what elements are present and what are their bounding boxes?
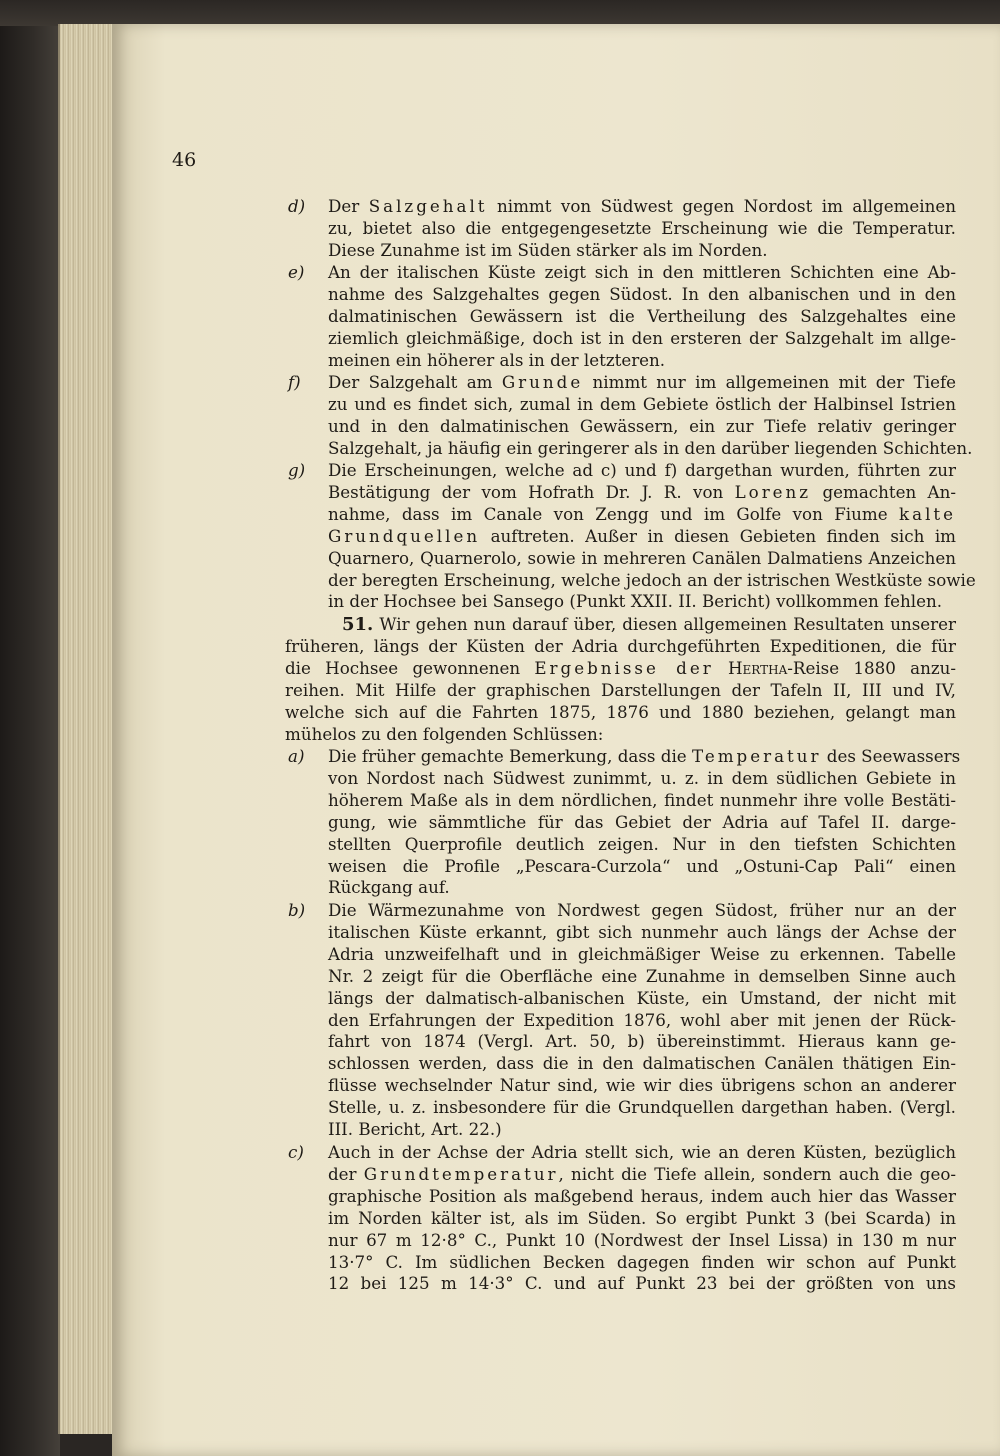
text-line: nahme des Salzgehaltes gegen Südost. In den albanischen und in den	[328, 283, 956, 304]
text-line: italischen Küste erkannt, gibt sich nunmehr auch längs der Achse der	[328, 921, 956, 942]
item-marker: c)	[288, 1142, 304, 1162]
item-e	[170, 262, 956, 372]
text-line: von Nordost nach Südwest zunimmt, u. z. in dem südlichen Gebiete in	[328, 767, 956, 788]
text-line: schlossen werden, dass die in den dalmatischen Canälen thätigen Ein-	[328, 1053, 956, 1074]
text-line: Der Salzgehalt nimmt von Südwest gegen Nordost im allgemeinen	[328, 196, 956, 216]
text-line: 51. Wir gehen nun darauf über, diesen allgemeinen Resultaten unserer	[342, 614, 956, 635]
text-line: nahme, dass im Canale von Zengg und im Golfe von Fiume kalte	[328, 503, 956, 524]
text-line: flüsse wechselnder Natur sind, wie wir dies übrigens schon an anderer	[328, 1075, 956, 1096]
text-line: in der Hochsee bei Sansego (Punkt XXII. II. Bericht) vollkommen fehlen.	[328, 591, 943, 612]
text-line: fahrt von 1874 (Vergl. Art. 50, b) übereinstimmt. Hieraus kann ge-	[328, 1031, 956, 1052]
item-d	[170, 196, 956, 262]
item-b	[170, 900, 956, 1141]
text-line: die Hochsee gewonnenen Ergebnisse der Hertha-Reise 1880 anzu-	[285, 657, 957, 678]
text-line: reihen. Mit Hilfe der graphischen Darstellungen der Tafeln II, III und IV,	[285, 679, 956, 700]
text-line: meinen ein höherer als in der letzteren.	[328, 349, 666, 370]
item-g	[170, 460, 976, 613]
text-line: graphische Position als maßgebend heraus, indem auch hier das Wasser	[328, 1185, 956, 1206]
text-line: den Erfahrungen der Expedition 1876, wohl aber mit jenen der Rück-	[328, 1009, 956, 1030]
item-marker: d)	[288, 196, 306, 216]
text-line: zu und es findet sich, zumal in dem Gebiete östlich der Halbinsel Istrien	[328, 393, 956, 414]
text-line: 12 bei 125 m 14·3° C. und auf Punkt 23 bei der größten von uns	[328, 1273, 956, 1294]
item-marker: a)	[288, 746, 305, 766]
paragraph-51	[170, 614, 956, 745]
text-line: zu, bietet also die entgegengesetzte Erscheinung wie die Temperatur.	[328, 217, 956, 238]
text-line: Nr. 2 zeigt für die Oberfläche eine Zunahme in demselben Sinne auch	[328, 965, 956, 986]
item-marker: f)	[288, 372, 301, 392]
item-a	[170, 746, 961, 899]
text-line: welche sich auf die Fahrten 1875, 1876 und 1880 beziehen, gelangt man	[285, 701, 956, 722]
item-marker: g)	[288, 460, 306, 480]
text-line: höherem Maße als in dem nördlichen, findet nunmehr ihre volle Bestäti-	[328, 789, 956, 810]
text-line: Adria unzweifelhaft und in gleichmäßiger Weise zu erkennen. Tabelle	[328, 943, 956, 964]
text-line: Auch in der Achse der Adria stellt sich, wie an deren Küsten, bezüglich	[328, 1142, 956, 1162]
text-line: stellten Querprofile deutlich zeigen. Nur in den tiefsten Schichten	[328, 833, 956, 854]
book-cover-top	[0, 0, 1000, 26]
text-line: 13·7° C. Im südlichen Becken dagegen finden wir schon auf Punkt	[328, 1251, 956, 1272]
text-line: der Grundtemperatur, nicht die Tiefe allein, sondern auch die geo-	[328, 1163, 957, 1184]
item-f	[170, 372, 973, 460]
book-cover-edge	[0, 0, 60, 1456]
text-line: An der italischen Küste zeigt sich in den mittleren Schichten eine Ab-	[328, 262, 956, 282]
text-line: Salzgehalt, ja häufig ein geringerer als in den darüber liegenden Schichten.	[328, 437, 973, 458]
item-c	[170, 1142, 956, 1295]
page-number: 46	[172, 149, 197, 171]
item-marker: b)	[288, 900, 306, 920]
text-line: Quarnero, Quarnerolo, sowie in mehreren Canälen Dalmatiens Anzeichen	[328, 547, 956, 568]
text-line: Der Salzgehalt am Grunde nimmt nur im allgemeinen mit der Tiefe	[328, 372, 956, 392]
text-line: im Norden kälter ist, als im Süden. So ergibt Punkt 3 (bei Scarda) in	[328, 1207, 956, 1228]
text-line: früheren, längs der Küsten der Adria durchgeführten Expeditionen, die für	[285, 635, 956, 656]
text-line: III. Bericht, Art. 22.)	[328, 1119, 502, 1140]
text-line: Stelle, u. z. insbesondere für die Grundquellen dargethan haben. (Vergl.	[328, 1097, 956, 1118]
text-line: Die Wärmezunahme von Nordwest gegen Südost, früher nur an der	[328, 900, 956, 920]
paragraph-number: 51.	[342, 614, 374, 635]
text-line: Die früher gemachte Bemerkung, dass die Temperatur des Seewassers	[328, 746, 961, 766]
text-line: Grundquellen auftreten. Außer in diesen Gebieten finden sich im	[328, 525, 956, 546]
text-line: Diese Zunahme ist im Süden stärker als im Norden.	[328, 239, 768, 260]
text-line: mühelos zu den folgenden Schlüssen:	[285, 723, 604, 744]
text-line: und in den dalmatinischen Gewässern, ein zur Tiefe relativ geringer	[328, 415, 956, 436]
page-stack-edge	[58, 24, 118, 1434]
text-line: Bestätigung der vom Hofrath Dr. J. R. von Lorenz gemachten An-	[328, 481, 956, 502]
text-line: Rückgang auf.	[328, 877, 450, 898]
text-line: gung, wie sämmtliche für das Gebiet der Adria auf Tafel II. darge-	[328, 811, 956, 832]
text-line: ziemlich gleichmäßige, doch ist in den ersteren der Salzgehalt im allge-	[328, 327, 956, 348]
item-marker: e)	[288, 262, 305, 282]
text-line: dalmatinischen Gewässern ist die Vertheilung des Salzgehaltes eine	[328, 305, 956, 326]
text-line: weisen die Profile „Pescara-Curzola“ und „Ostuni-Cap Pali“ einen	[328, 855, 956, 876]
text-line: der beregten Erscheinung, welche jedoch an der istrischen Westküste sowie	[328, 569, 976, 590]
text-line: Die Erscheinungen, welche ad c) und f) dargethan wurden, führten zur	[328, 460, 956, 480]
text-line: nur 67 m 12·8° C., Punkt 10 (Nordwest der Insel Lissa) in 130 m nur	[328, 1229, 956, 1250]
text-line: längs der dalmatisch-albanischen Küste, ein Umstand, der nicht mit	[328, 987, 956, 1008]
